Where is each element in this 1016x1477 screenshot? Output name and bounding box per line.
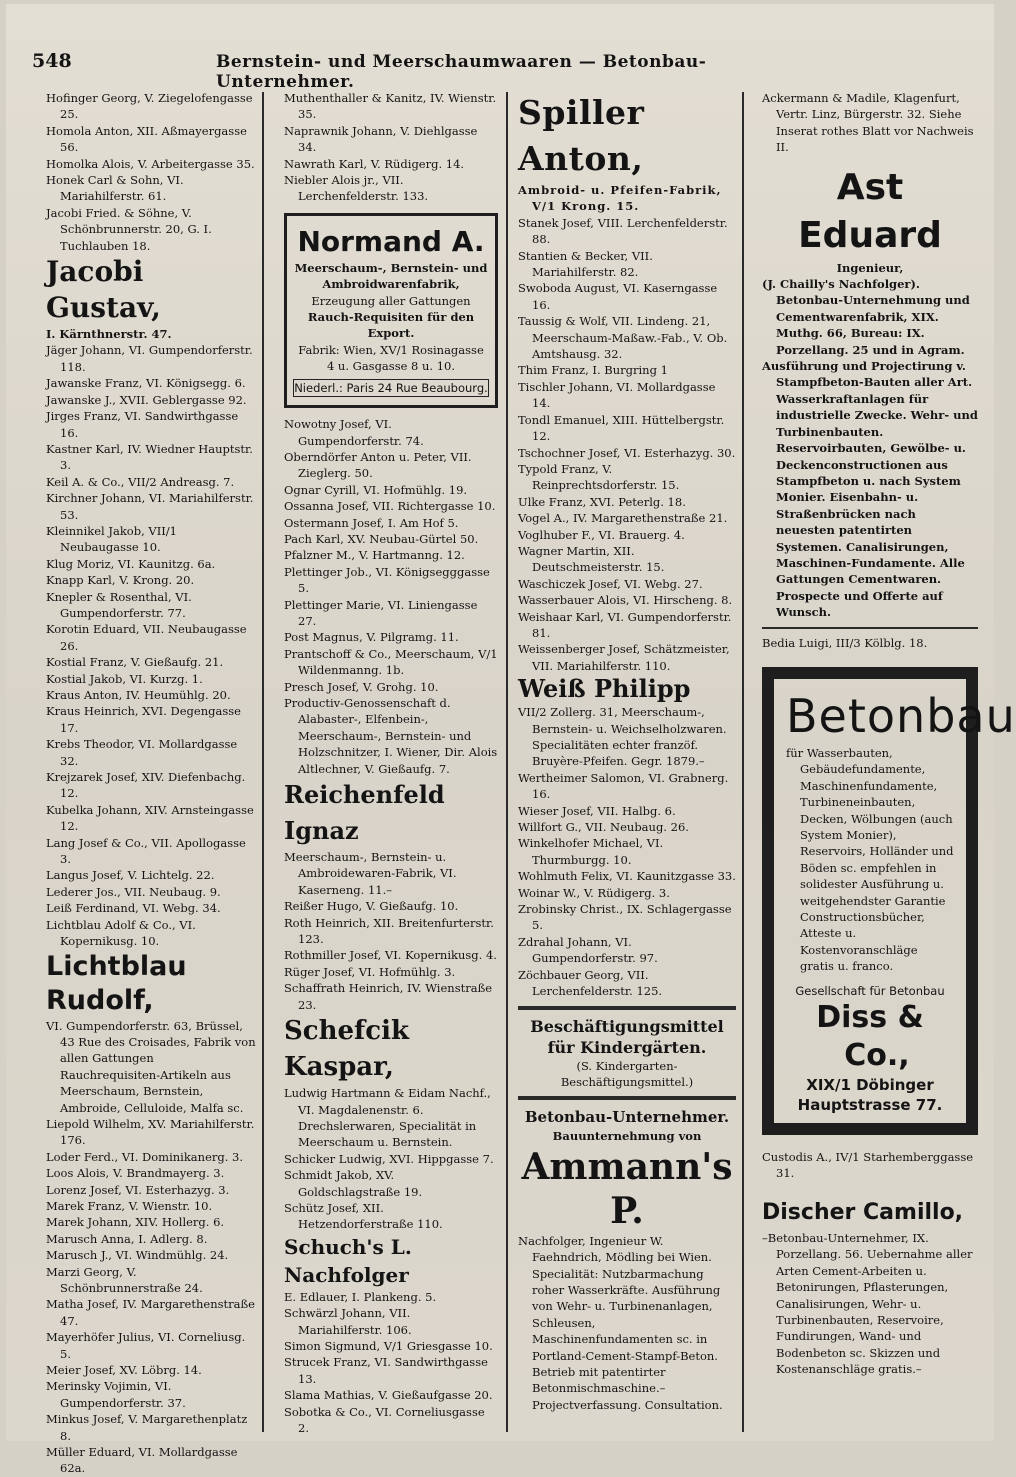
advert-text: Erzeugung aller Gattungen	[311, 293, 471, 308]
list-item: Jäger Johann, VI. Gumpendorferstr. 118.	[46, 343, 253, 374]
directory-page	[6, 4, 1016, 1476]
advert-text: Gesellschaft für Betonbau	[795, 983, 945, 998]
advert-text: Ludwig Hartmann & Eidam Nachf., VI. Magdalenenstr. 6. Drechslerwaren, Specialität in Meerschaum u. Bernstein.	[284, 1086, 491, 1150]
list-item: Pfalzner M., V. Hartmanng. 12.	[284, 548, 465, 563]
advert-name: Ammann's P.	[521, 1145, 733, 1232]
list-item: Loos Alois, V. Brandmayerg. 3.	[46, 1166, 225, 1181]
list-item: Plettinger Job., VI. Königsegggasse 5.	[284, 564, 490, 596]
advert-name: Diss & Co.,	[816, 1000, 924, 1074]
list-item: Marek Franz, V. Wienstr. 10.	[46, 1198, 213, 1213]
list-item: Kastner Karl, IV. Wiedner Hauptstr. 3.	[46, 441, 253, 473]
list-item: Nawrath Karl, V. Rüdigerg. 14.	[284, 156, 465, 171]
list-item: Nowotny Josef, VI. Gumpendorferstr. 74.	[284, 417, 424, 448]
entry-list	[284, 898, 498, 1013]
column-2	[284, 90, 498, 1436]
list-item: Rothmiller Josef, VI. Kopernikusg. 4.	[284, 948, 497, 963]
list-item: Sobotka & Co., VI. Corneliusgasse 2.	[284, 1404, 485, 1435]
list-item: Vogel A., IV. Margarethenstraße 21.	[518, 511, 728, 526]
list-item: Prantschoff & Co., Meerschaum, V/1 Wildenmanng. 1b.	[284, 646, 498, 678]
list-item: Stantien & Becker, VII. Mariahilferstr. 82.	[518, 248, 653, 280]
advert-name: Normand A.	[297, 224, 485, 258]
advert-text: Niederl.: Paris 24 Rue Beaubourg.	[293, 379, 489, 397]
advert-text: Ausführung und Projectirung v. Stampfbeton-Bauten aller Art. Wasserkraftanlagen für industrielle Zwecke. Wehr- und Turbinenbauten. Reservoirbauten, Gewölbe- u. Deckenconstructionen aus Stampfbeton u. nach System Monier. Eisenbahn- u. Straßenbrücken nach neuesten patentirten Systemen. Canalisirungen, Maschinen-Fundamente. Alle Gattungen Cementwaren. Prospecte und Offerte auf Wunsch.	[762, 359, 978, 620]
advert-text: E. Edlauer, I. Plankeng. 5.	[284, 1289, 437, 1304]
entry-list	[284, 1305, 498, 1436]
list-item: Roth Heinrich, XII. Breitenfurterstr. 123.	[284, 915, 494, 947]
column-1	[46, 90, 256, 1477]
advert-name: Ast Eduard	[798, 166, 942, 256]
list-item: Keil A. & Co., VII/2 Andreasg. 7.	[46, 474, 235, 489]
list-item: Meier Josef, XV. Löbrg. 14.	[46, 1363, 202, 1378]
list-item: Swoboda August, VI. Kaserngasse 16.	[518, 281, 718, 312]
advert-name: Lichtblau Rudolf,	[46, 950, 187, 1016]
column-rule	[742, 92, 744, 1432]
list-item: Marzi Georg, V. Schönbrunnerstraße 24.	[46, 1264, 203, 1295]
list-item: Ossanna Josef, VII. Richtergasse 10.	[284, 499, 496, 514]
page-header-title: Bernstein- und Meerschaumwaaren — Betonbau-Unternehmer.	[216, 52, 707, 92]
betonbau-advert	[762, 667, 1016, 1135]
entry-list	[46, 342, 256, 949]
list-item: Marusch Anna, I. Adlerg. 8.	[46, 1231, 208, 1246]
list-item: Tondl Emanuel, XIII. Hüttelbergstr. 12.	[518, 412, 725, 444]
list-item: Presch Josef, V. Grohg. 10.	[284, 679, 439, 694]
list-item: Ostermann Josef, I. Am Hof 5.	[284, 515, 459, 530]
list-item: Knapp Karl, V. Krong. 20.	[46, 573, 195, 588]
advert-name: Reichenfeld Ignaz	[284, 780, 445, 846]
advert-address: I. Kärnthnerstr. 47.	[46, 327, 172, 342]
column-rule	[262, 92, 264, 1432]
list-item: Bedia Luigi, III/3 Kölblg. 18.	[762, 635, 928, 650]
list-item: Jacobi Fried. & Söhne, V. Schönbrunnerstr. 20, G. I. Tuchlauben 18.	[46, 205, 212, 253]
advert-text: Fabrik: Wien, XV/1 Rosinagasse 4 u. Gasgasse 8 u. 10.	[298, 342, 484, 374]
list-item: Wieser Josef, VII. Halbg. 6.	[518, 803, 676, 818]
list-item: Voglhuber F., VI. Brauerg. 4.	[518, 527, 685, 542]
list-item: Wertheimer Salomon, VI. Grabnerg. 16.	[518, 770, 729, 802]
entry-list	[46, 90, 256, 254]
list-item: Weishaar Karl, VI. Gumpendorferstr. 81.	[518, 609, 732, 640]
list-item: Tschochner Josef, VI. Esterhazyg. 30.	[518, 445, 736, 460]
advert-name: Spiller Anton,	[518, 93, 645, 178]
advert-text: Ingenieur,	[836, 260, 904, 275]
advert-text: Ambroid- u. Pfeifen-Fabrik, V/1 Krong. 15.	[518, 183, 722, 214]
list-item: Jirges Franz, VI. Sandwirthgasse 16.	[46, 409, 239, 440]
column-rule	[506, 92, 508, 1432]
list-item: Rüger Josef, VI. Hofmühlg. 3.	[284, 964, 456, 979]
list-item: Matha Josef, IV. Margarethenstraße 47.	[46, 1297, 255, 1328]
advert-text: für Wasserbauten, Gebäudefundamente, Maschinenfundamente, Turbineneinbauten, Decken, Wölbungen (auch System Monier), Reservoirs, Holländer und Böden sc. empfehlen in solidester Ausführung u. weitgehendster Garantie Constructionsbücher, Atteste u. Kostenvoranschläge gratis u. franco.	[786, 745, 954, 974]
list-item: Langus Josef, V. Lichtelg. 22.	[46, 868, 215, 883]
entry-list	[284, 90, 498, 205]
list-item: Kraus Heinrich, XVI. Degengasse 17.	[46, 704, 241, 735]
advert-text: Bauunternehmung von	[552, 1129, 702, 1144]
list-item: Knepler & Rosenthal, VI. Gumpendorferstr. 77.	[46, 589, 192, 620]
advert-name: Discher Camillo,	[762, 1199, 964, 1225]
list-item: Honek Carl & Sohn, VI. Mariahilferstr. 61.	[46, 173, 184, 204]
list-item: Oberndörfer Anton u. Peter, VII. Zieglerg. 50.	[284, 449, 472, 481]
list-item: Marek Johann, XIV. Hollerg. 6.	[46, 1215, 225, 1230]
list-item: Lederer Jos., VII. Neubaug. 9.	[46, 884, 221, 899]
list-item: Schmidt Jakob, XV. Goldschlagstraße 19.	[284, 1168, 423, 1199]
list-item: Müller Eduard, VI. Mollardgasse 62a.	[46, 1445, 238, 1476]
list-item: Krebs Theodor, VI. Mollardgasse 32.	[46, 737, 238, 768]
advert-name: Schefcik Kaspar,	[284, 1016, 409, 1083]
list-item: Kraus Anton, IV. Heumühlg. 20.	[46, 688, 231, 702]
list-item: Reißer Hugo, V. Gießaufg. 10.	[284, 899, 459, 914]
list-item: Liepold Wilhelm, XV. Mariahilferstr. 176.	[46, 1116, 255, 1148]
list-item: Lichtblau Adolf & Co., VI. Kopernikusg. 10.	[46, 917, 196, 949]
advert-address: Hauptstrasse 77.	[797, 1096, 943, 1115]
entry-list	[284, 416, 498, 777]
list-item: Zöchbauer Georg, VII. Lerchenfelderstr. 125.	[518, 967, 663, 999]
list-item: Loder Ferd., VI. Dominikanerg. 3.	[46, 1149, 244, 1164]
list-item: Winkelhofer Michael, VI. Thurmburgg. 10.	[518, 836, 664, 867]
list-item: Lorenz Josef, VI. Esterhazyg. 3.	[46, 1182, 230, 1197]
advert-name: Schuch's L. Nachfolger	[284, 1234, 412, 1287]
list-item: Zrobinsky Christ., IX. Schlagergasse 5.	[518, 902, 732, 933]
advert-text: Nachfolger, Ingenieur W. Faehndrich, Mödling bei Wien. Specialität: Nutzbarmachung roher Wasserkräfte. Ausführung von Wehr- u. Turbinenanlagen, Schleusen, Maschinenfundamenten sc. in Portland-Cement-Stampf-Beton. Betrieb mit patentirter Betonmischmaschine.– Projectverfassung. Consultation.	[518, 1233, 723, 1412]
section-divider	[518, 1096, 736, 1100]
entry-list	[518, 770, 736, 1000]
advert-text: (J. Chailly's Nachfolger). Betonbau-Unternehmung und Cementwarenfabrik, XIX. Muthg. 66, Bureau: IX. Porzellang. 25 und in Agram.	[762, 277, 970, 357]
list-item: Kirchner Johann, VI. Mariahilferstr. 53.	[46, 491, 254, 522]
normand-advert	[284, 213, 498, 408]
list-item: Kleinnikel Jakob, VII/1 Neubaugasse 10.	[46, 523, 177, 555]
page-number: 548	[32, 50, 72, 72]
list-item: Schwärzl Johann, VII. Mariahilferstr. 106.	[284, 1306, 412, 1337]
advert-text: VII/2 Zollerg. 31, Meerschaum-, Bernstein- u. Weichselholzwaren. Specialitäten echter franzöf. Bruyère-Pfeifen. Gegr. 1879.–	[518, 705, 727, 769]
advert-text: Rauch-Requisiten für den Export.	[307, 310, 475, 341]
list-item: Pach Karl, XV. Neubau-Gürtel 50.	[284, 531, 479, 546]
advert-name: Betonbau	[786, 688, 1016, 743]
list-item: Zdrahal Johann, VI. Gumpendorferstr. 97.	[518, 934, 658, 966]
list-item: Marusch J., VI. Windmühlg. 24.	[46, 1248, 229, 1263]
list-item: Weissenberger Josef, Schätzmeister, VII. Mariahilferstr. 110.	[518, 642, 730, 673]
list-item: Ackermann & Madile, Klagenfurt, Vertr. Linz, Bürgerstr. 32. Siehe Inserat rothes Blatt vor Nachweis II.	[762, 91, 974, 155]
list-item: Ulke Franz, XVI. Peterlg. 18.	[518, 494, 686, 509]
advert-name: Weiß Philipp	[518, 674, 691, 704]
section-heading: Betonbau-Unternehmer.	[524, 1108, 730, 1127]
entry-list	[46, 1116, 256, 1477]
list-item: Wohlmuth Felix, VI. Kaunitzgasse 33.	[518, 869, 736, 884]
list-item: Thim Franz, I. Burgring 1	[518, 363, 668, 378]
advert-address: XIX/1 Döbinger	[806, 1076, 934, 1095]
list-item: Ognar Cyrill, VI. Hofmühlg. 19.	[284, 482, 468, 497]
advert-text: Meerschaum-, Bernstein- und Ambroidwarenfabrik,	[294, 260, 488, 292]
list-item: Typold Franz, V. Reinprechtsdorferstr. 15.	[518, 461, 680, 493]
list-item: Willfort G., VII. Neubaug. 26.	[518, 820, 689, 835]
section-note: (S. Kindergarten-Beschäftigungsmittel.)	[560, 1058, 694, 1089]
list-item: Krejzarek Josef, XIV. Diefenbachg. 12.	[46, 770, 246, 801]
list-item: Jawanske J., XVII. Geblergasse 92.	[46, 392, 247, 407]
advert-text: VI. Gumpendorferstr. 63, Brüssel, 43 Rue des Croisades, Fabrik von allen Gattungen Rauchrequisiten-Artikeln aus Meerschaum, Bernstein, Ambroide, Celluloide, Malfa sc.	[46, 1018, 256, 1115]
list-item: Tischler Johann, VI. Mollardgasse 14.	[518, 379, 716, 411]
list-item: Productiv-Genossenschaft d. Alabaster-, Elfenbein-, Meerschaum-, Bernstein- und Holzschnitzer, I. Wiener, Dir. Alois Altlechner, V. Gießaufg. 7.	[284, 696, 498, 776]
list-item: Muthenthaller & Kanitz, IV. Wienstr. 35.	[284, 91, 497, 122]
list-item: Custodis A., IV/1 Starhemberggasse 31.	[762, 1150, 974, 1181]
list-item: Taussig & Wolf, VII. Lindeng. 21, Meerschaum-Maßaw.-Fab., V. Ob. Amtshausg. 32.	[518, 314, 728, 362]
entry-list	[518, 215, 736, 674]
list-item: Schütz Josef, XII. Hetzendorferstraße 110.	[284, 1200, 443, 1232]
list-item: Stanek Josef, VIII. Lerchenfelderstr. 88.	[518, 215, 728, 247]
list-item: Merinsky Vojimin, VI. Gumpendorferstr. 37.	[46, 1379, 186, 1410]
list-item: Homolka Alois, V. Arbeitergasse 35.	[46, 156, 255, 171]
list-item: Leiß Ferdinand, VI. Webg. 34.	[46, 901, 221, 916]
list-item: Hofinger Georg, V. Ziegelofengasse 25.	[46, 91, 253, 122]
list-item: Kubelka Johann, XIV. Arnsteingasse 12.	[46, 802, 254, 834]
list-item: Kostial Franz, V. Gießaufg. 21.	[46, 655, 224, 670]
section-heading: Beschäftigungsmittel für Kindergärten.	[530, 1016, 724, 1057]
list-item: Naprawnik Johann, V. Diehlgasse 34.	[284, 123, 478, 155]
advert-name: Jacobi Gustav,	[46, 255, 161, 325]
list-item: Waschiczek Josef, VI. Webg. 27.	[518, 576, 703, 591]
list-item: Wasserbauer Alois, VI. Hirscheng. 8.	[518, 593, 733, 608]
list-item: Korotin Eduard, VII. Neubaugasse 26.	[46, 622, 247, 653]
advert-text: Meerschaum-, Bernstein- u. Ambroidewaren-Fabrik, VI. Kaserneng. 11.–	[284, 850, 457, 897]
list-item: Klug Moriz, VI. Kaunitzg. 6a.	[46, 556, 216, 571]
advert-text: –Betonbau-Unternehmer, IX. Porzellang. 56. Uebernahme aller Arten Cement-Arbeiten u. Betonirungen, Pflasterungen, Canalisirungen, Wehr- u. Turbinenbauten, Reservoire, Fundirungen, Wand- und Bodenbeton sc. Skizzen und Kostenanschläge gratis.–	[762, 1230, 973, 1377]
list-item: Mayerhöfer Julius, VI. Corneliusg. 5.	[46, 1330, 246, 1361]
list-item: Post Magnus, V. Pilgramg. 11.	[284, 630, 459, 645]
list-item: Niebler Alois jr., VII. Lerchenfelderstr. 133.	[284, 173, 429, 204]
list-item: Plettinger Marie, VI. Liniengasse 27.	[284, 597, 478, 628]
list-item: Jawanske Franz, VI. Königsegg. 6.	[46, 376, 246, 391]
column-3	[518, 90, 736, 1413]
list-item: Schicker Ludwig, XVI. Hippgasse 7.	[284, 1151, 494, 1166]
list-item: Lang Josef & Co., VII. Apollogasse 3.	[46, 835, 246, 867]
list-item: Schaffrath Heinrich, IV. Wienstraße 23.	[284, 981, 493, 1012]
section-divider	[762, 627, 978, 629]
list-item: Homola Anton, XII. Aßmayergasse 56.	[46, 123, 247, 155]
entry-list	[284, 1151, 498, 1233]
list-item: Minkus Josef, V. Margarethenplatz 8.	[46, 1412, 248, 1443]
list-item: Woinar W., V. Rüdigerg. 3.	[518, 885, 670, 900]
list-item: Wagner Martin, XII. Deutschmeisterstr. 15.	[518, 543, 665, 575]
section-divider	[518, 1006, 736, 1010]
list-item: Strucek Franz, VI. Sandwirthgasse 13.	[284, 1355, 488, 1386]
list-item: Kostial Jakob, VI. Kurzg. 1.	[46, 671, 203, 686]
list-item: Simon Sigmund, V/1 Griesgasse 10.	[284, 1338, 493, 1353]
list-item: Slama Mathias, V. Gießaufgasse 20.	[284, 1388, 493, 1403]
column-4	[762, 90, 1016, 1378]
